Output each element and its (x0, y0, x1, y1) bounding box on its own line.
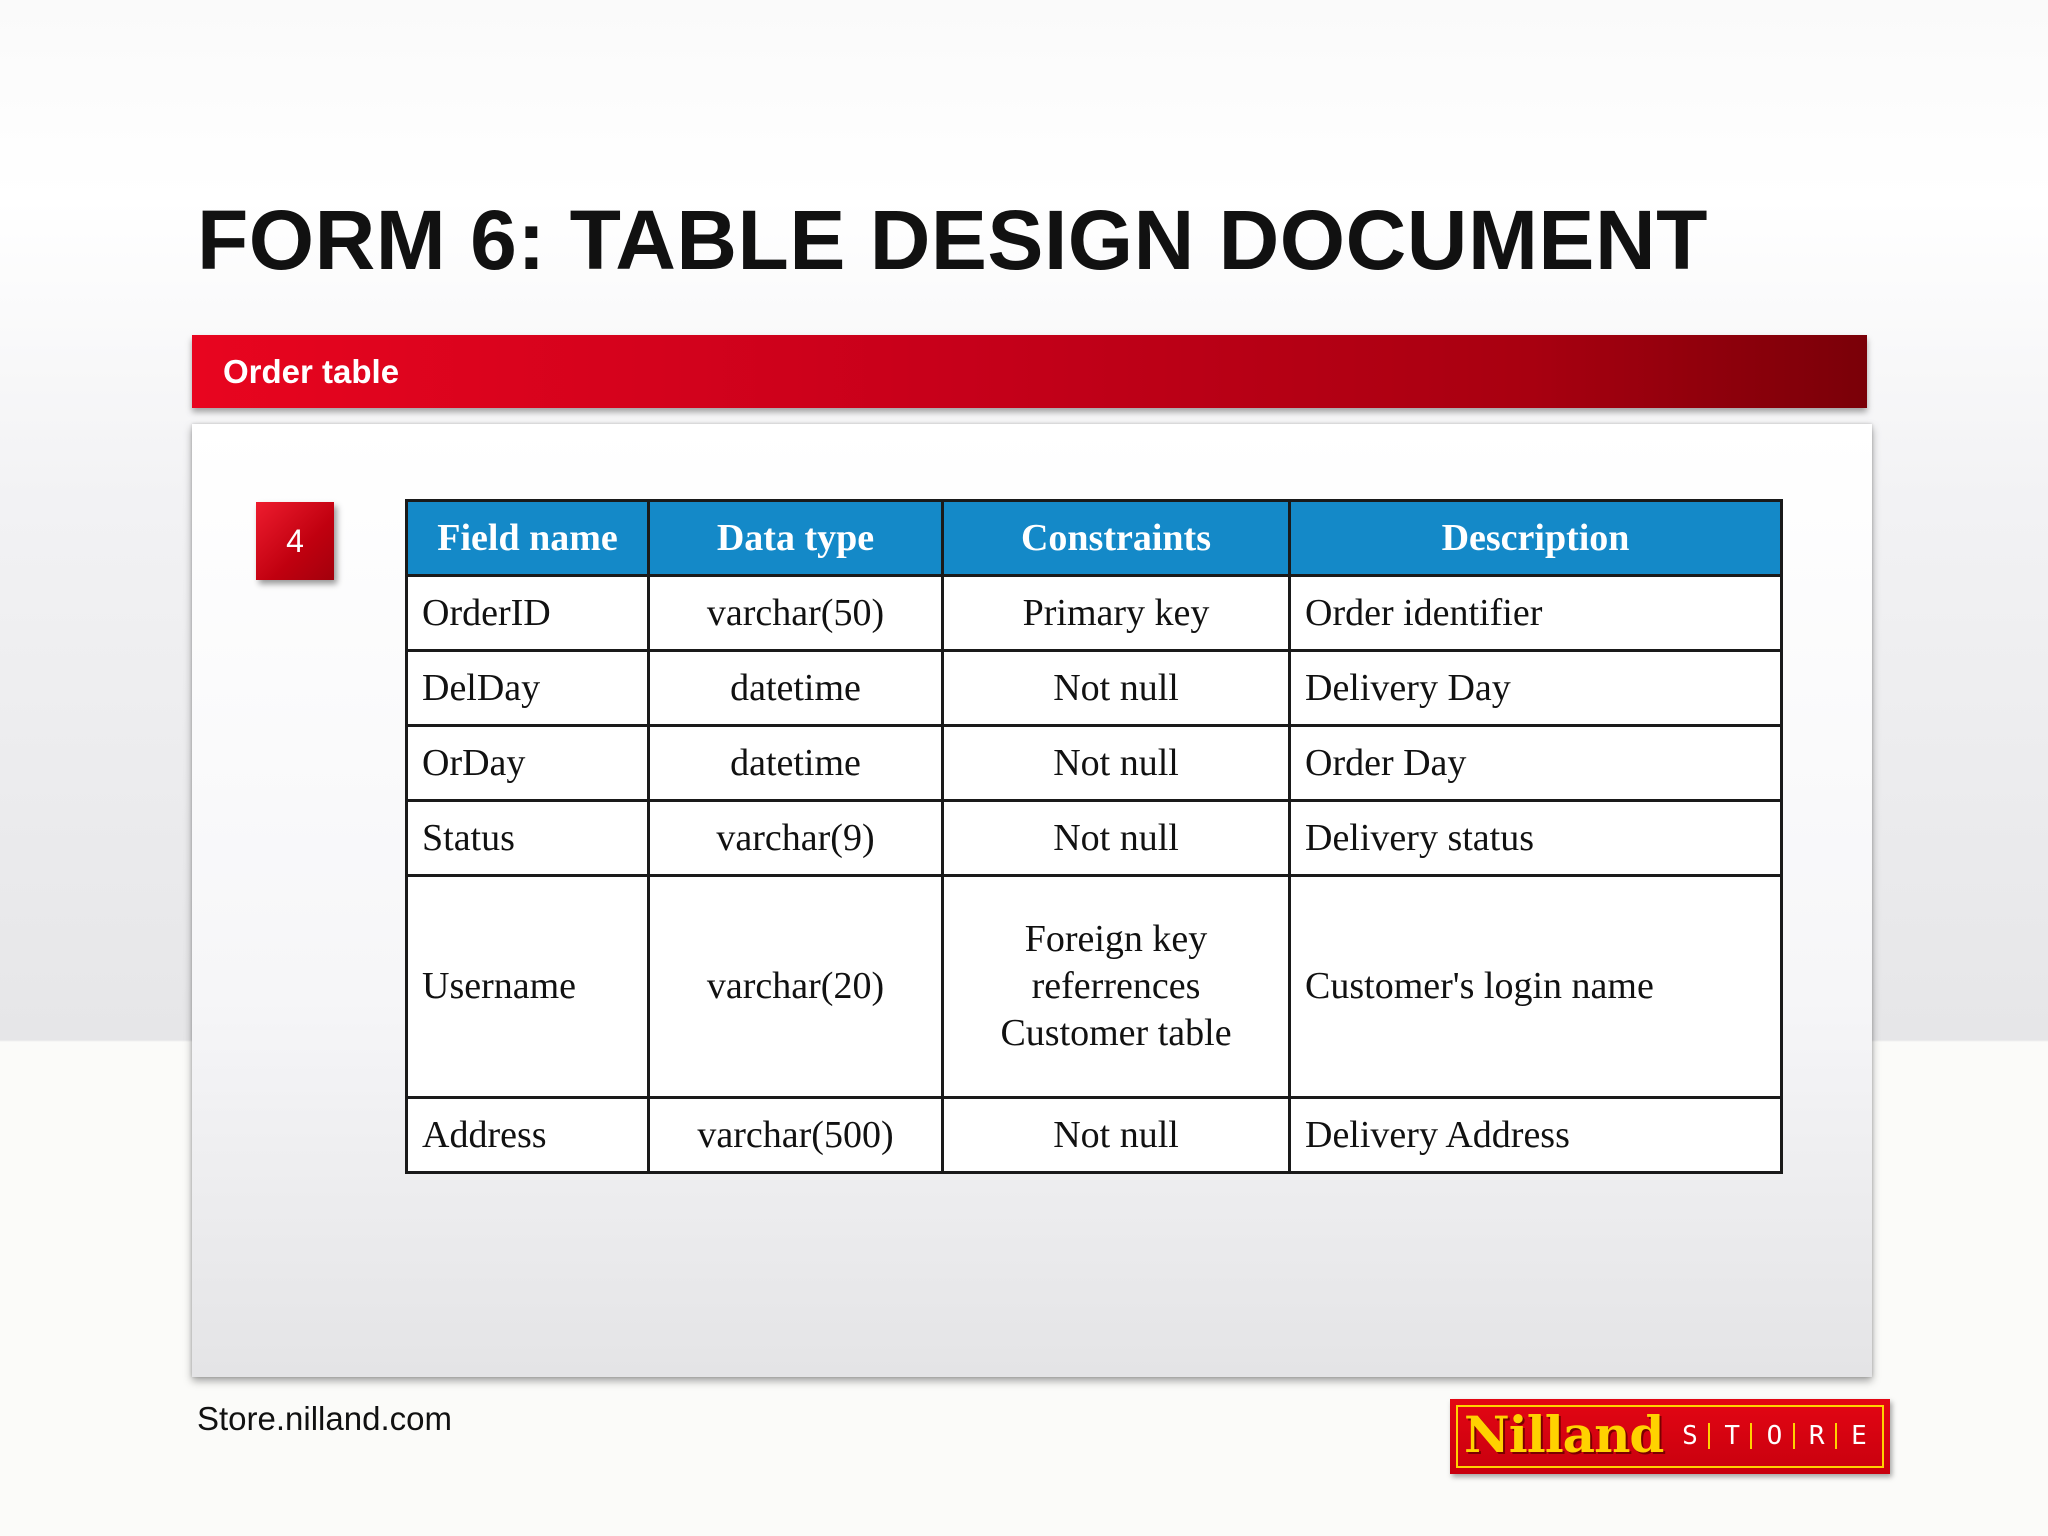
cell-type: datetime (649, 726, 943, 801)
cell-field: Status (407, 801, 649, 876)
cell-type: varchar(50) (649, 576, 943, 651)
nilland-store-logo (1450, 1399, 1890, 1474)
cell-field: OrderID (407, 576, 649, 651)
table-row (407, 576, 1782, 651)
header-constraints: Constraints (943, 501, 1290, 576)
logo-store-letter: T (1714, 1423, 1752, 1449)
cell-type: varchar(20) (649, 876, 943, 1098)
cell-field: DelDay (407, 651, 649, 726)
header-description: Description (1290, 501, 1782, 576)
cell-constraint: Primary key (943, 576, 1290, 651)
cell-constraint: Not null (943, 801, 1290, 876)
cell-description: Order Day (1290, 726, 1782, 801)
cell-field: OrDay (407, 726, 649, 801)
constraint-line: Foreign key (1024, 918, 1208, 960)
table-row (407, 801, 1782, 876)
logo-store-text (1672, 1399, 1877, 1449)
cell-constraint: Not null (943, 1098, 1290, 1173)
table-row (407, 651, 1782, 726)
logo-store-letter: O (1757, 1423, 1795, 1449)
table-row (407, 876, 1782, 1098)
table-header-row (407, 501, 1782, 576)
table-row (407, 726, 1782, 801)
footer-url: Store.nilland.com (197, 1400, 452, 1437)
cell-description: Delivery Address (1290, 1098, 1782, 1173)
table-design-grid (405, 499, 1783, 1174)
cell-constraint (943, 876, 1290, 1098)
number-badge: 4 (256, 502, 334, 580)
cell-description: Delivery status (1290, 801, 1782, 876)
logo-store-letter: S (1672, 1423, 1710, 1449)
cell-type: varchar(9) (649, 801, 943, 876)
cell-field: Username (407, 876, 649, 1098)
logo-store-letter: R (1799, 1423, 1837, 1449)
header-field-name: Field name (407, 501, 649, 576)
cell-description: Order identifier (1290, 576, 1782, 651)
section-banner (192, 335, 1867, 408)
cell-constraint: Not null (943, 651, 1290, 726)
cell-description: Customer's login name (1290, 876, 1782, 1098)
cell-type: datetime (649, 651, 943, 726)
table-row (407, 1098, 1782, 1173)
cell-field: Address (407, 1098, 649, 1173)
cell-description: Delivery Day (1290, 651, 1782, 726)
cell-type: varchar(500) (649, 1098, 943, 1173)
logo-store-letter: E (1851, 1421, 1867, 1451)
section-banner-label: Order table (223, 353, 400, 390)
constraint-line: Customer table (1000, 1012, 1232, 1054)
cell-constraint: Not null (943, 726, 1290, 801)
header-data-type: Data type (649, 501, 943, 576)
constraint-line: referrences (1031, 965, 1201, 1007)
slide-title: FORM 6: TABLE DESIGN DOCUMENT (197, 193, 1708, 287)
logo-wordmark: Nilland (1464, 1405, 1664, 1464)
